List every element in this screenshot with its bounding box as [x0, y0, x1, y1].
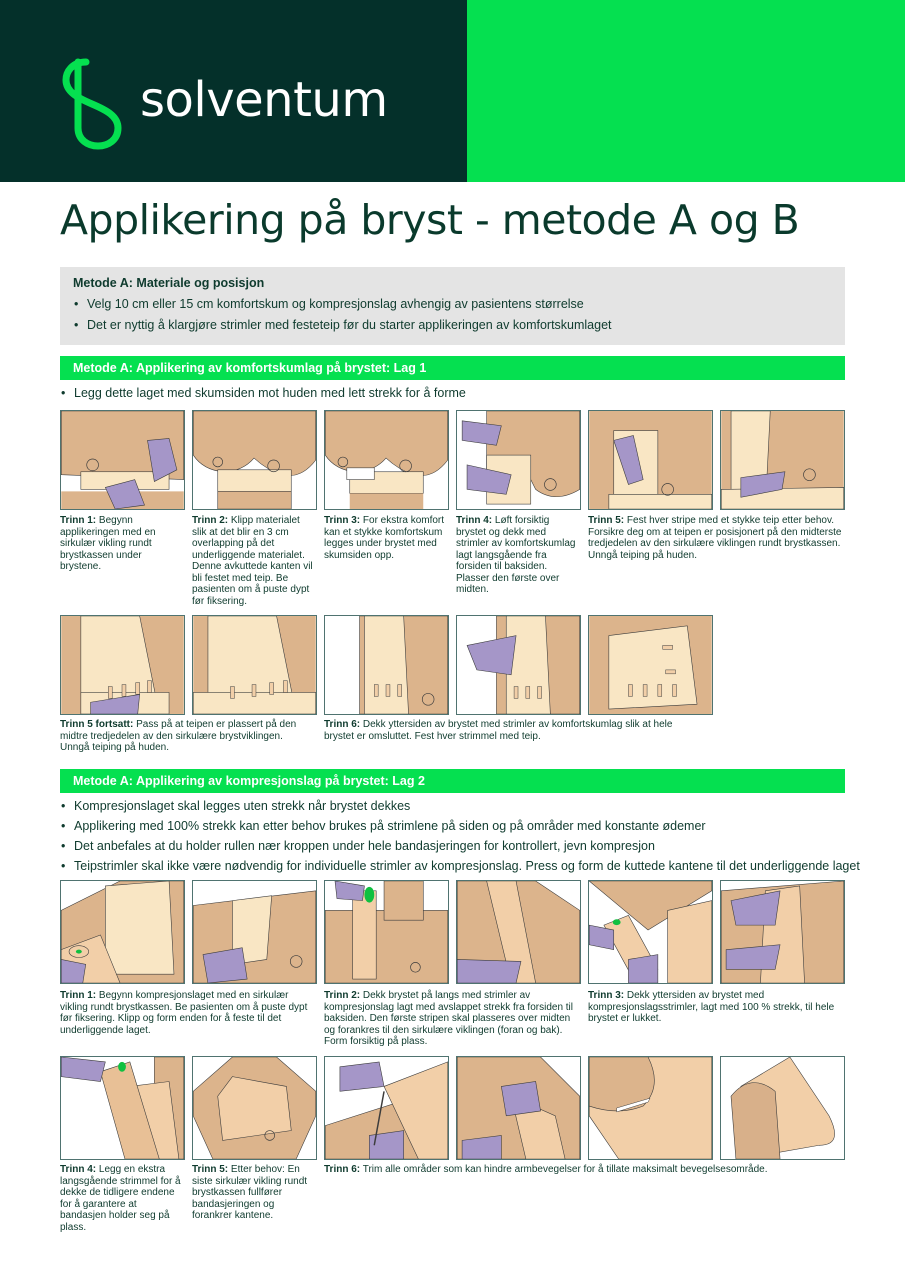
illustration-l2-step2-a [324, 880, 449, 984]
illustration-l2-step6-a [324, 1056, 449, 1160]
caption-l2-step4: Trinn 4: Legg en ekstra langsgående strimmel for å dekke de tidligere endene for å garantere at bandasjen holder seg på plass. [60, 1164, 181, 1233]
illustration-l2-step6-c [588, 1056, 713, 1160]
brand-panel [0, 0, 467, 182]
illustration-l1-step6-c [588, 615, 713, 715]
layer1-bullets [60, 386, 860, 406]
illustration-l2-step1-b [192, 880, 317, 984]
illustration-l2-step6-d [720, 1056, 845, 1160]
illustration-l1-step2 [192, 410, 317, 510]
page-title: Applikering på bryst - metode A og B [60, 196, 800, 244]
illustration-l1-step5-cont-a [60, 615, 185, 715]
layer2-heading: Metode A: Applikering av kompresjonslag på brystet: Lag 2 [60, 769, 845, 793]
header [0, 0, 905, 182]
caption-l2-step5: Trinn 5: Etter behov: En siste sirkulær vikling rundt brystkassen fullfører bandasjeringen og forankrer kantene. [192, 1164, 308, 1221]
product-panel [467, 0, 905, 182]
layer2-bullet: • Teipstrimler skal ikke være nødvendig for individuelle strimler av kompresjonslag. Press og form de kuttede kantene til det underliggende laget [60, 859, 860, 873]
illustration-l1-step4 [456, 410, 581, 510]
layer2-bullet: • Det anbefales at du holder rullen nær kroppen under hele bandasjeringen for kontrollert, jevn kompresjon [60, 839, 860, 853]
caption-l2-step3: Trinn 3: Dekk yttersiden av brystet med kompresjonslagsstrimler, lagt med 100 % strekk, til hele brystet er lukket. [588, 990, 835, 1024]
layer2-bullet: • Applikering med 100% strekk kan etter behov brukes på strimlene på siden og på områder med konstante ødemer [60, 819, 860, 833]
caption-l1-step5: Trinn 5: Fest hver stripe med et stykke teip etter behov. Forsikre deg om at teipen er posisjonert på den midterste tredjedelen av den sirkulære viklingen rundt brystkassen. Unngå teiping på huden. [588, 515, 842, 561]
caption-l1-step6: Trinn 6: Dekk yttersiden av brystet med strimler av komfortskumlag slik at hele brystet er omsluttet. Fest hver strimmel med teip. [324, 719, 673, 742]
illustration-l1-step6-a [324, 615, 449, 715]
caption-l2-step6: Trinn 6: Trim alle områder som kan hindre armbevegelser for å tillate maksimalt bevegelsesområde. [324, 1164, 768, 1175]
illustration-l1-step5 [588, 410, 713, 510]
caption-l1-step4: Trinn 4: Løft forsiktig brystet og dekk med strimler av komfortskumlag lagt langsgående fra forsiden til baksiden. Plasser den første over midten. [456, 515, 576, 595]
materials-bullet: • Det er nyttig å klargjøre strimler med festeteip før du starter applikeringen av komfortskumlaget [73, 318, 832, 332]
caption-l1-step2: Trinn 2: Klipp materialet slik at det blir en 3 cm overlapping på det underliggende materialet. Denne avkuttede kanten vil bli festet med teip. Be pasienten om å puste dypt før fiksering. [192, 515, 313, 607]
materials-bullet: • Velg 10 cm eller 15 cm komfortskum og kompresjonslag avhengig av pasientens størrelse [73, 297, 832, 311]
caption-l1-step1: Trinn 1: Begynn applikeringen med en sirkulær vikling rundt brystkassen under brystene. [60, 515, 156, 572]
layer1-bullet: • Legg dette laget med skumsiden mot huden med lett strekk for å forme [60, 386, 860, 400]
illustration-l1-step5-cont-b [192, 615, 317, 715]
illustration-l2-step4 [60, 1056, 185, 1160]
illustration-l1-step1 [60, 410, 185, 510]
layer2-bullets [60, 799, 860, 879]
layer1-heading: Metode A: Applikering av komfortskumlag på brystet: Lag 1 [60, 356, 845, 380]
illustration-l2-step5 [192, 1056, 317, 1160]
illustration-l2-step2-b [456, 880, 581, 984]
solventum-logo-icon [58, 58, 126, 150]
layer2-bullet: • Kompresjonslaget skal legges uten strekk når brystet dekkes [60, 799, 860, 813]
materials-title: Metode A: Materiale og posisjon [73, 276, 265, 290]
illustration-l1-step5b [720, 410, 845, 510]
illustration-l2-step3-b [720, 880, 845, 984]
brand-name: solventum [140, 72, 388, 128]
illustration-l2-step3-a [588, 880, 713, 984]
caption-l1-step3: Trinn 3: For ekstra komfort kan et stykke komfortskum legges under brystet med skumsiden opp. [324, 515, 445, 561]
illustration-l2-step6-b [456, 1056, 581, 1160]
caption-l1-step5-cont: Trinn 5 fortsatt: Pass på at teipen er plassert på den midtre tredjedelen av den sirkulære brystviklingen. Unngå teiping på huden. [60, 719, 297, 753]
materials-box [60, 267, 845, 345]
caption-l2-step2: Trinn 2: Dekk brystet på langs med strimler av kompresjonslag lagt med avslappet strekk fra forsiden til baksiden. Den første stripen skal plasseres over midten og forankres til den sirkulære viklingen (foran og bak). Form forsiktig på plass. [324, 990, 574, 1047]
illustration-l1-step6-b [456, 615, 581, 715]
illustration-l2-step1-a [60, 880, 185, 984]
illustration-l1-step3 [324, 410, 449, 510]
caption-l2-step1: Trinn 1: Begynn kompresjonslaget med en sirkulær vikling rundt brystkassen. Be pasienten om å puste dypt før fiksering. Klipp og form enden for å feste til det underliggende laget. [60, 990, 308, 1036]
